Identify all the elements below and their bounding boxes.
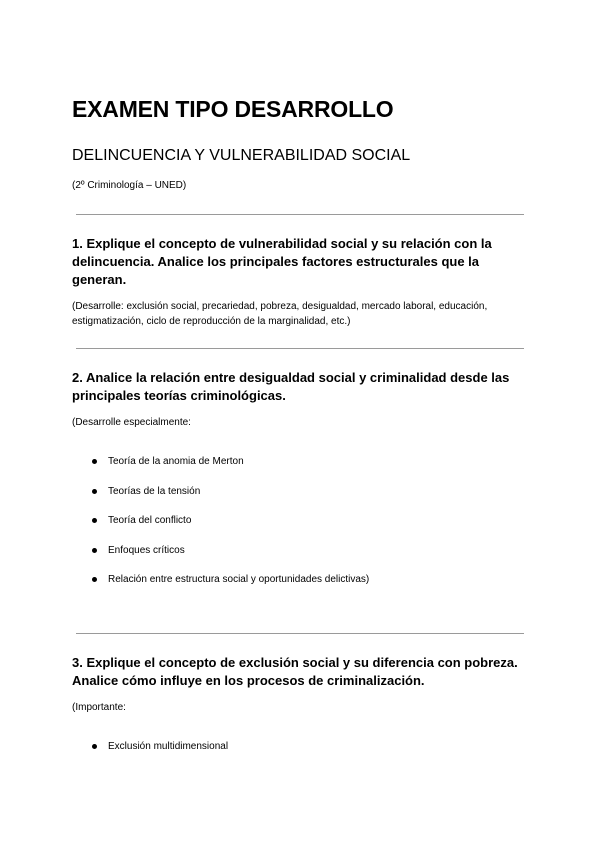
question-2-bullet-list bbox=[90, 454, 369, 602]
question-1-note: (Desarrolle: exclusión social, precariedad, pobreza, desigualdad, mercado laboral, educación, estigmatización, ciclo de reproducción de la marginalidad, etc.) bbox=[72, 301, 488, 327]
list-item: Teoría de la anomia de Merton bbox=[90, 454, 369, 484]
course-info: (2º Criminología – UNED) bbox=[72, 180, 187, 191]
divider bbox=[76, 214, 524, 215]
question-3-bullet-list bbox=[90, 739, 228, 769]
question-1: 1. Explique el concepto de vulnerabilidad social y su relación con la delincuencia. Analice los principales factores estructurales que la generan. bbox=[72, 236, 492, 287]
list-item: Relación entre estructura social y oportunidades delictivas) bbox=[90, 572, 369, 602]
question-2: 2. Analice la relación entre desigualdad social y criminalidad desde las principales teorías criminológicas. bbox=[72, 370, 510, 403]
divider bbox=[76, 348, 524, 349]
page-title: EXAMEN TIPO DESARROLLO bbox=[72, 96, 394, 122]
list-item: Teorías de la tensión bbox=[90, 484, 369, 514]
list-item: Exclusión multidimensional bbox=[90, 739, 228, 769]
page-subtitle: DELINCUENCIA Y VULNERABILIDAD SOCIAL bbox=[72, 147, 411, 164]
question-3: 3. Explique el concepto de exclusión social y su diferencia con pobreza. Analice cómo influye en los procesos de criminalización. bbox=[72, 655, 518, 688]
divider bbox=[76, 633, 524, 634]
question-3-note: (Importante: bbox=[72, 702, 126, 713]
list-item: Teoría del conflicto bbox=[90, 513, 369, 543]
list-item: Enfoques críticos bbox=[90, 543, 369, 573]
question-2-note: (Desarrolle especialmente: bbox=[72, 417, 191, 428]
